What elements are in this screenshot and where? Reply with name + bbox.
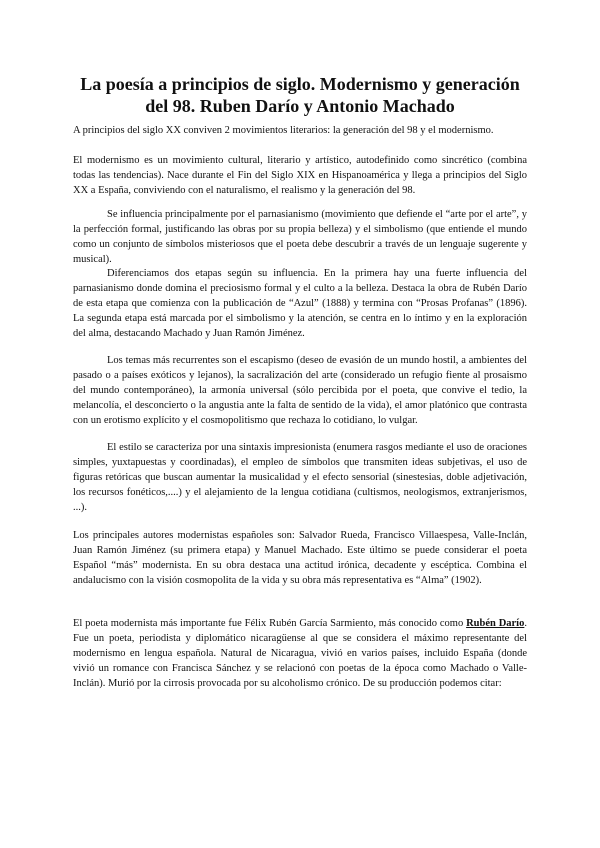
paragraph-spanish-authors: Los principales autores modernistas españoles son: Salvador Rueda, Francisco Villaespesa, Valle-Inclán, Juan Ramón Jiménez (su primera etapa) y Manuel Machado. Este último se puede considerar el poeta Español “más” modernista. En su obra destaca una actitud irónica, decadente y escéptica. Combina el andalucismo con la visión cosmopolita de la vida y su obra más representativa es “Alma” (1902). [73,530,527,586]
paragraph-influences: Se influencia principalmente por el parnasianismo (movimiento que defiende el “arte por el arte”, y la perfección formal, justificando las obras por su propia belleza) y el simbolismo (que entiende el mundo como un conjunto de símbolos misteriosos que el poeta debe descubrir a través de un lenguaje sugerente y musical). [73,209,527,265]
paragraph-ruben-dario-text-after: . Fue un poeta, periodista y diplomático nicaragüense al que se considera el máximo representante del modernismo en lengua española. Natural de Nicaragua, vivió en varios países, incluido España (donde vivió un romance con Francisca Sánchez y se relacionó con poetas de la época como Machado o Valle-Inclán). Murió por la cirrosis provocada por su alcoholismo crónico. De su producción podemos citar: [73,618,527,689]
paragraph-modernismo-definition: El modernismo es un movimiento cultural, literario y artístico, autodefinido como sincrético (combina todas las tendencias). Nace durante el Fin del Siglo XIX en Hispanoamérica y llega a principios del Siglo XX a España, conviviendo con el naturalismo, el realismo y la generación del 98. [73,155,527,196]
document-title: La poesía a principios de siglo. Modernismo y generación del 98. Ruben Darío y Antonio Machado [80,74,520,116]
ruben-dario-name: Rubén Darío [466,618,525,629]
paragraph-ruben-dario-text-before: El poeta modernista más importante fue Félix Rubén García Sarmiento, más conocido como [73,618,467,629]
paragraph-ruben-dario [73,616,527,691]
intro-paragraph: A principios del siglo XX conviven 2 movimientos literarios: la generación del 98 y el modernismo. [73,125,494,136]
paragraph-stages: Diferenciamos dos etapas según su influencia. En la primera hay una fuerte influencia del parnasianismo donde domina el preciosismo formal y el culto a la belleza. Destaca la obra de Rubén Darío de esta etapa que comienza con la publicación de “Azul” (1888) y termina con “Prosas Profanas” (1896). La segunda etapa está marcada por el simbolismo y la atención, se centra en lo íntimo y en la exploración del alma, destacando Machado y Juan Ramón Jiménez. [73,268,527,339]
paragraph-themes: Los temas más recurrentes son el escapismo (deseo de evasión de un mundo hostil, a ambientes del pasado o a países exóticos y lejanos), la sacralización del arte (considerado un refugio fiente al prosaismo del mundo contemporáneo), la armonía universal (sólo percibida por el poeta, que convive el tedio, la melancolía, el desconcierto o la angustia ante la falta de sentido de la vida), el amor platónico que contrasta con un erotismo explícito y el cosmopolitismo que rechaza lo cotidiano, lo vulgar. [73,355,527,426]
paragraph-style: El estilo se caracteriza por una sintaxis impresionista (enumera rasgos mediante el uso de oraciones simples, yuxtapuestas y coordinadas), el empleo de símbolos que transmiten ideas subjetivas, el uso de figuras retóricas que buscan aumentar la musicalidad y el efecto sensorial (sinestesias, doble adjetivación, los recursos fonéticos,....) y el alejamiento de la lengua cotidiana (cultismos, neologismos, extranjerismos, ...). [73,442,527,513]
